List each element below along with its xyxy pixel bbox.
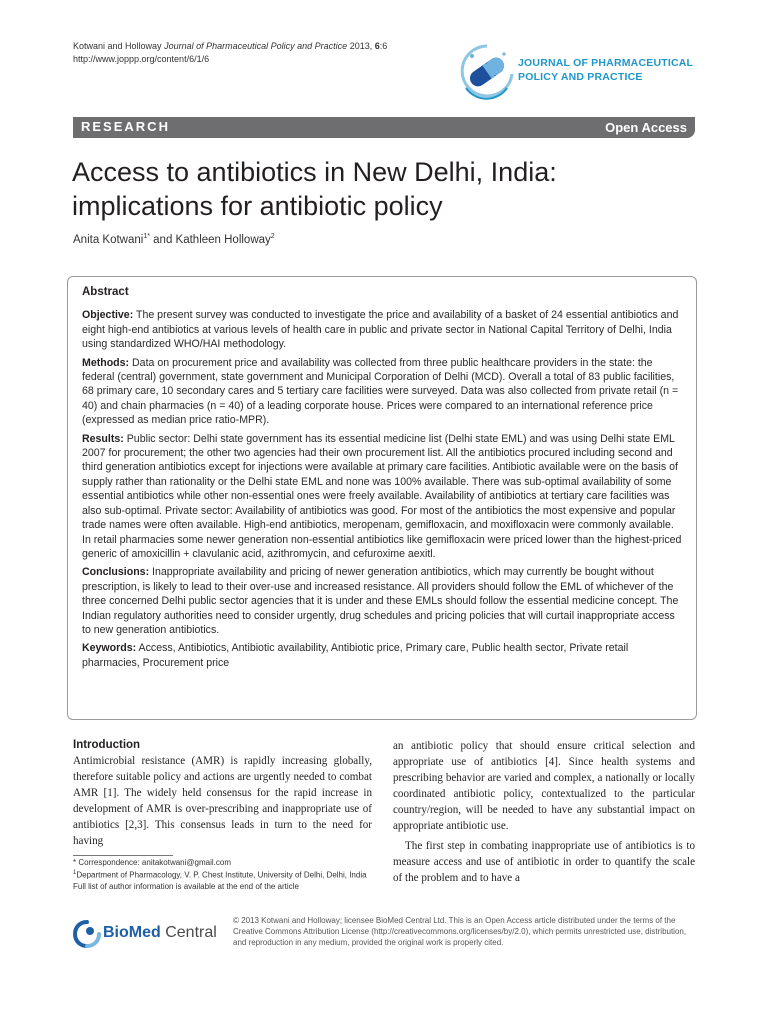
header-citation	[73, 40, 387, 66]
title-line1: Access to antibiotics in New Delhi, India:	[72, 157, 557, 187]
abstract-label: Keywords:	[82, 642, 137, 655]
author-kotwani[interactable]: Anita Kotwani	[73, 233, 144, 246]
article-url[interactable]: http://www.joppp.org/content/6/1/6	[73, 54, 210, 64]
abstract-keywords	[82, 641, 682, 670]
body-column-left	[73, 738, 372, 849]
abstract-label: Methods:	[82, 356, 130, 369]
abstract-label: Objective:	[82, 309, 134, 322]
biomed-word: BioMed	[103, 924, 161, 941]
biomed-wordmark	[103, 924, 217, 942]
citation-authors: Kotwani and Holloway	[73, 41, 162, 51]
abstract-text: Data on procurement price and availability was collected from three public healthcare providers in the state: the federal (central) government, state government and Municipal Corporation of Delhi (MCD). Overall a total of 83 public facilities, 68 primary care, 10 secondary cares and 5 tertiary care facilities were surveyed. Data was also collected from private retail (n = 40) and chain pharmacies (n = 40) of a leading corporate house. Prices were compared to an international reference price (expressed as median price ratio-MPR).	[82, 356, 679, 427]
body-column-right	[393, 738, 695, 886]
title-line2: implications for antibiotic policy	[72, 191, 443, 221]
affiliation-text: Department of Pharmacology, V. P. Chest Institute, University of Delhi, Delhi, India	[76, 870, 367, 880]
abstract-content	[82, 285, 682, 674]
abstract-text: Access, Antibiotics, Antibiotic availability, Antibiotic price, Primary care, Public health sector, Private retail pharmacies, Procurement price	[82, 642, 629, 669]
journal-name-line2: POLICY AND PRACTICE	[518, 71, 643, 83]
citation-journal: Journal of Pharmaceutical Policy and Practice	[164, 41, 348, 51]
journal-name	[518, 56, 693, 84]
author1-affiliation-sup: 1*	[143, 233, 150, 240]
abstract-conclusions	[82, 565, 682, 637]
citation-article: :6	[379, 41, 388, 51]
abstract-results	[82, 432, 682, 562]
abstract-text: The present survey was conducted to investigate the price and availability of a basket of 24 essential antibiotics and eight high-end antibiotics at various levels of health care in public and private sector in National Capital Territory of Delhi, India using standardized WHO/HAI methodology.	[82, 309, 679, 351]
article-title	[72, 155, 692, 223]
footnote-divider	[73, 855, 173, 856]
author2-affiliation-sup: 2	[270, 233, 275, 240]
section-banner	[73, 117, 695, 138]
biomed-swirl-icon	[73, 919, 101, 949]
abstract-text: Inappropriate availability and pricing of newer generation antibiotics, which may currently be bought without prescription, is likely to lead to their over-use and increased resistance. All providers should follow the EML of whichever of the three concerned Delhi public sector agencies that it is under and these EMLs should follow the essential medicine concept. The Indian regulatory authorities need to consider urgently, drug schedules and pricing policies that will curtail inappropriate access to new generation antibiotics.	[82, 566, 679, 636]
author-holloway[interactable]: Kathleen Holloway	[175, 233, 271, 246]
citation-issue: 6	[374, 41, 380, 51]
abstract-box	[67, 276, 697, 720]
introduction-paragraph-2: The first step in combating inappropriate use of antibiotics is to measure access and use of antibiotic in order to quantify the scale of the problem and to have a	[393, 840, 695, 884]
citation-line	[73, 40, 387, 53]
section-label: RESEARCH	[81, 119, 170, 134]
central-word: Central	[160, 924, 217, 941]
abstract-objective	[82, 308, 682, 351]
citation-year: 2013,	[349, 41, 373, 51]
abstract-methods	[82, 356, 682, 428]
abstract-heading: Abstract	[82, 286, 129, 298]
correspondence-note: * Correspondence: anitakotwani@gmail.com	[73, 858, 231, 867]
abstract-text: Public sector: Delhi state government has its essential medicine list (Delhi state EML) and was using Delhi state EML 2007 for procurement; the other two agencies had their own procurement list. All the antibiotics procured including second and third generation antibiotics except for injections were available at primary care facilities. Antibiotic available were on the basis of supply rather than rationality or the Delhi state EML and none was 100% available. There was sub-optimal availability of some essential antibiotics while other non-essential ones were freely available. Availability of antibiotics at tertiary care facilities was also sub-optimal. Private sector: Availability of antibiotics was good. For most of the antibiotics the most expensive and popular trade names were often available. High-end antibiotics, meropenam, gemifloxacin, and moxifloxacin were commonly available. In retail pharmacies some newer generation non-essential antibiotics like gemifloxacin were priced lower than the highest-priced generic of amoxicillin + clavulanic acid, azithromycin, and cefuroxime aexitl.	[82, 432, 682, 560]
introduction-paragraph-1-cont: an antibiotic policy that should ensure critical selection and appropriate use of antibiotics [4]. Since health systems and prescribing behavior are varied and complex, a nationally or locally coordinated antibiotic policy, contextualized to the particular country/region, will be needed to have any substantial impact on appropriate antibiotic use.	[393, 740, 695, 832]
full-list-note: Full list of author information is available at the end of the article	[73, 881, 299, 891]
introduction-paragraph-1: Antimicrobial resistance (AMR) is rapidly increasing globally, therefore suitable policy and actions are urgently needed to combat AMR [1]. The widely held consensus for the rapid increase in development of AMR is over-prescribing and inappropriate use of antibiotics [2,3]. This consensus leads in turn to the need for having	[73, 755, 372, 847]
affiliation-sup: 1	[73, 870, 77, 876]
footnotes	[73, 857, 373, 892]
journal-logo	[460, 44, 700, 102]
abstract-label: Results:	[82, 432, 124, 445]
capsule-pill-logo-icon	[460, 44, 514, 100]
author-connector: and	[149, 233, 176, 246]
author-list	[73, 233, 275, 246]
introduction-heading: Introduction	[73, 739, 141, 751]
abstract-label: Conclusions:	[82, 566, 150, 579]
biomed-central-logo	[73, 918, 223, 950]
journal-name-line1: JOURNAL OF PHARMACEUTICAL	[518, 57, 694, 69]
affiliation-note	[73, 868, 373, 881]
copyright-notice: © 2013 Kotwani and Holloway; licensee BioMed Central Ltd. This is an Open Access article distributed under the terms of the Creative Commons Attribution License (http://creativecommons.org/licenses/by/2.0), which permits unrestricted use, distribution, and reproduction in any medium, provided the original work is properly cited.	[233, 916, 687, 947]
open-access-label: Open Access	[605, 120, 687, 135]
